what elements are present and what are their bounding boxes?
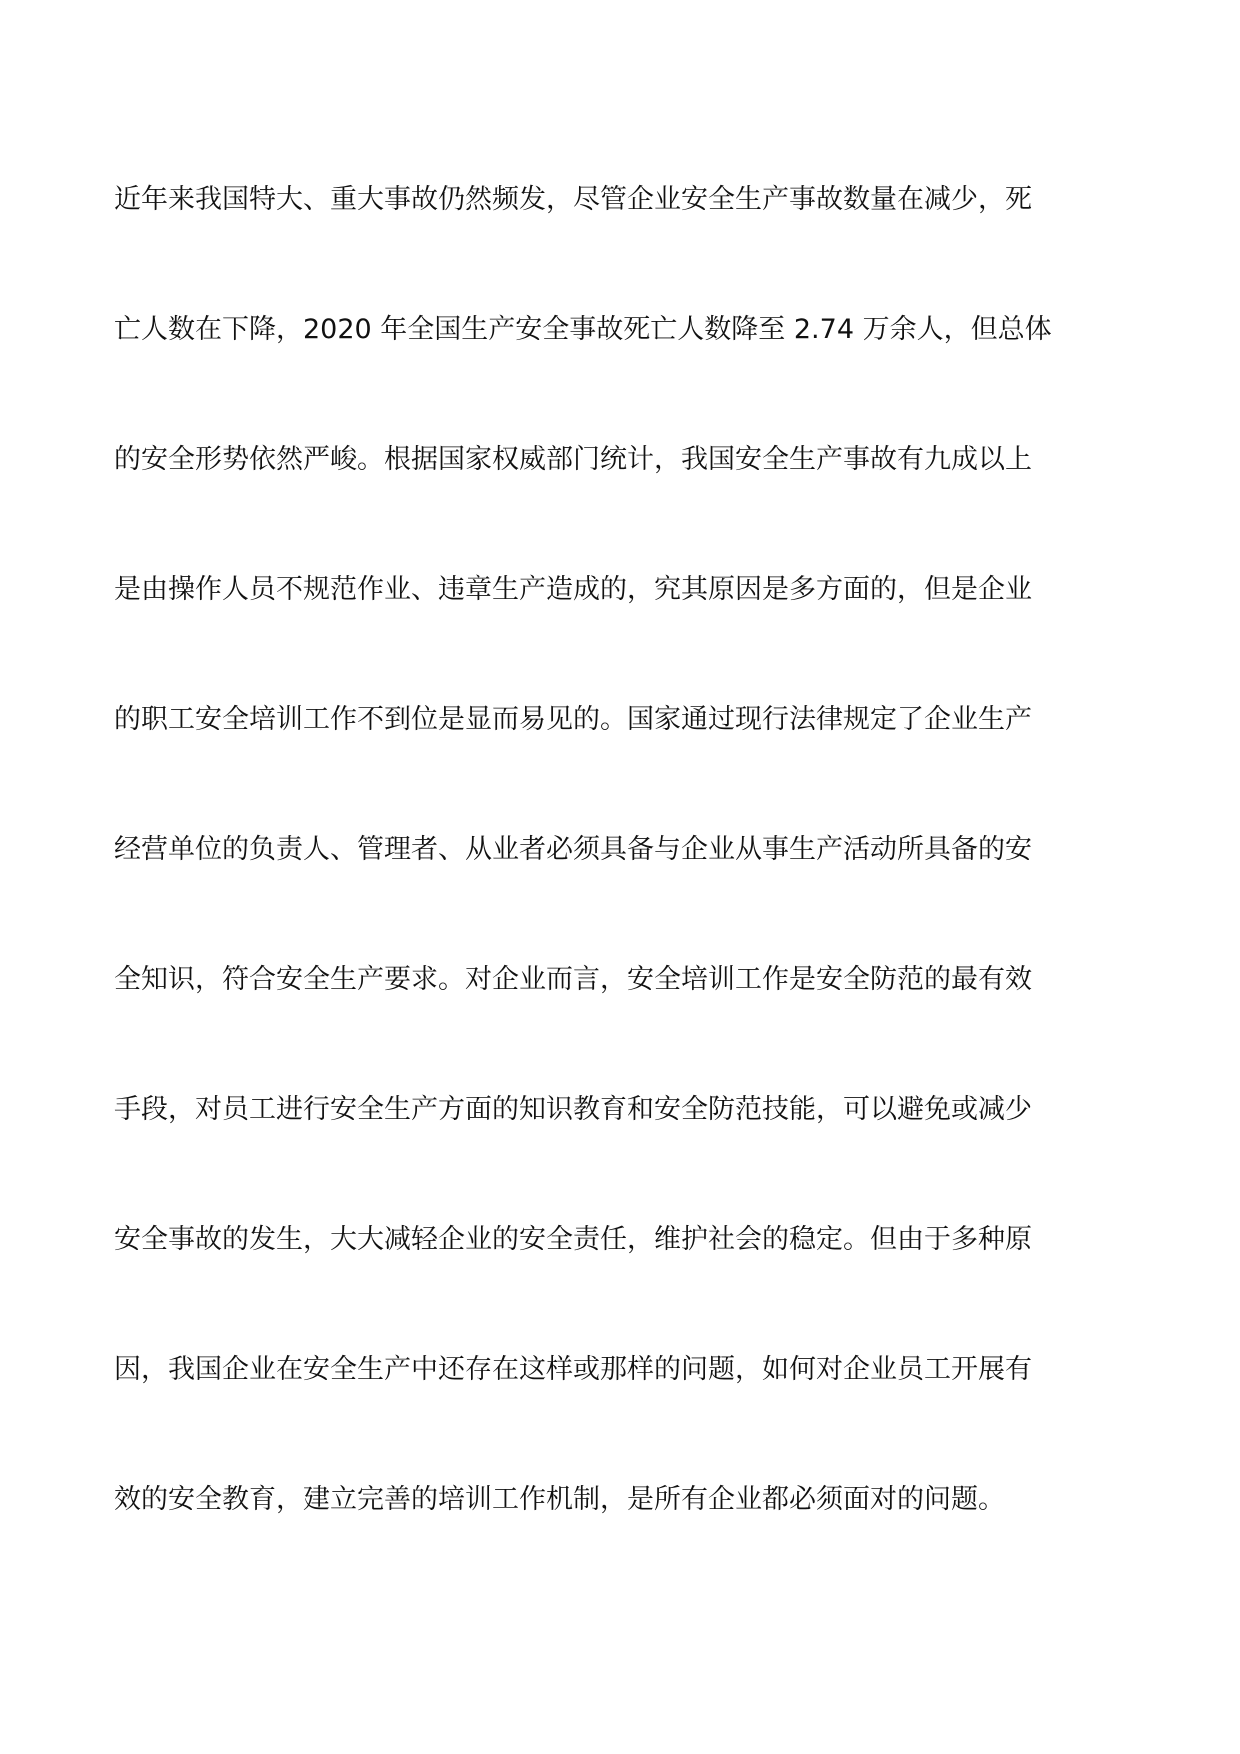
paragraph-line: 效的安全教育，建立完善的培训工作机制，是所有企业都必须面对的问题。 — [114, 1484, 1005, 1515]
paragraph-line: 安全事故的发生，大大减轻企业的安全责任，维护社会的稳定。但由于多种原 — [114, 1224, 1032, 1255]
paragraph-line: 手段，对员工进行安全生产方面的知识教育和安全防范技能，可以避免或减少 — [114, 1094, 1032, 1125]
paragraph-line: 因，我国企业在安全生产中还存在这样或那样的问题，如何对企业员工开展有 — [114, 1354, 1032, 1385]
paragraph-line: 近年来我国特大、重大事故仍然频发，尽管企业安全生产事故数量在减少，死 — [114, 184, 1032, 215]
paragraph-line: 经营单位的负责人、管理者、从业者必须具备与企业从事生产活动所具备的安 — [114, 834, 1032, 865]
paragraph-line: 是由操作人员不规范作业、违章生产造成的，究其原因是多方面的，但是企业 — [114, 574, 1032, 605]
paragraph-line: 全知识，符合安全生产要求。对企业而言，安全培训工作是安全防范的最有效 — [114, 964, 1032, 995]
paragraph-line: 的职工安全培训工作不到位是显而易见的。国家通过现行法律规定了企业生产 — [114, 704, 1032, 735]
paragraph-line: 的安全形势依然严峻。根据国家权威部门统计，我国安全生产事故有九成以上 — [114, 444, 1032, 475]
paragraph-line: 亡人数在下降，2020 年全国生产安全事故死亡人数降至 2.74 万余人，但总体 — [114, 314, 1052, 345]
